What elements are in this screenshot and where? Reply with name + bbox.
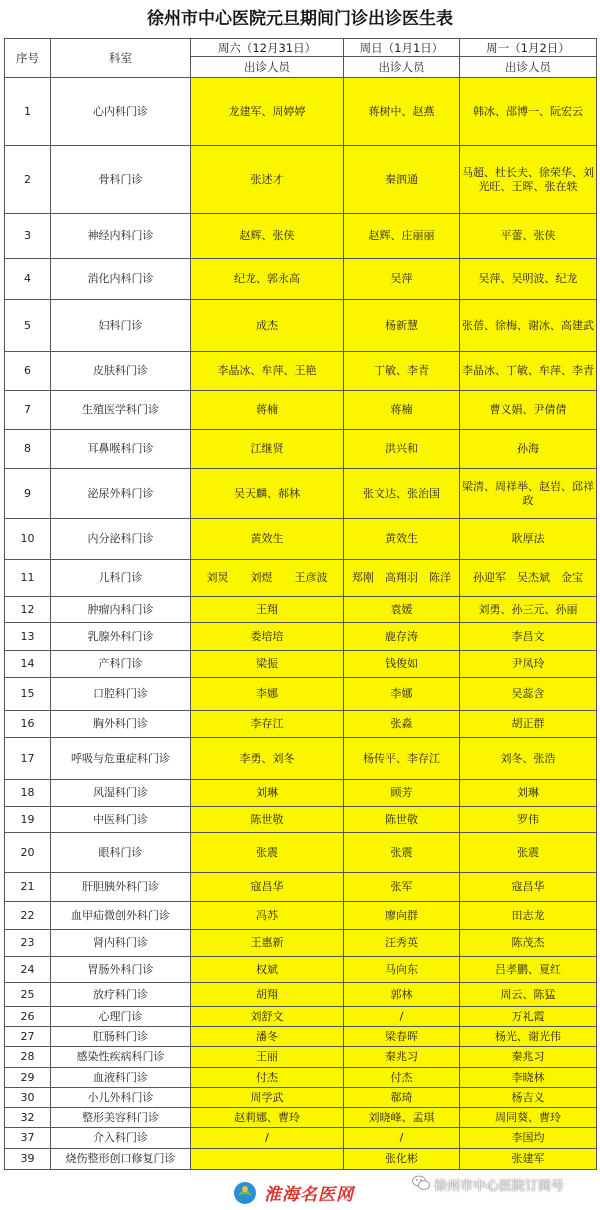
row-doctors-day-3: 张蓓、徐梅、谢冰、高建武 <box>460 300 597 352</box>
row-doctors-day-1: 李存江 <box>191 711 344 738</box>
row-doctors-day-1: 刘炅 刘煜 王彦波 <box>191 560 344 597</box>
row-index: 4 <box>5 259 51 300</box>
table-row <box>5 957 597 983</box>
row-index: 3 <box>5 214 51 259</box>
row-doctors-day-3: 尹凤玲 <box>460 651 597 678</box>
row-department: 耳鼻喉科门诊 <box>51 430 191 469</box>
row-doctors-day-1: 成杰 <box>191 300 344 352</box>
row-department: 肾内科门诊 <box>51 930 191 957</box>
row-doctors-day-3: 韩冰、邵博一、阮宏云 <box>460 78 597 146</box>
table-row <box>5 214 597 259</box>
header-dept: 科室 <box>51 39 191 78</box>
row-index: 8 <box>5 430 51 469</box>
schedule-table <box>4 38 597 1170</box>
row-index: 13 <box>5 623 51 651</box>
row-department: 介入科门诊 <box>51 1128 191 1149</box>
row-department: 妇科门诊 <box>51 300 191 352</box>
row-doctors-day-3: 李国均 <box>460 1128 597 1149</box>
row-doctors-day-3: 平蕾、张侠 <box>460 214 597 259</box>
row-index: 27 <box>5 1027 51 1047</box>
table-row <box>5 259 597 300</box>
row-doctors-day-3: 刘勇、孙三元、孙丽 <box>460 597 597 623</box>
row-doctors-day-1: 刘舒文 <box>191 1007 344 1027</box>
table-row <box>5 1149 597 1170</box>
row-doctors-day-1: 吴天麟、郝林 <box>191 469 344 519</box>
row-doctors-day-3: 寇昌华 <box>460 873 597 902</box>
table-row <box>5 300 597 352</box>
row-doctors-day-2: 郑刚 高翔羽 陈洋 <box>344 560 460 597</box>
row-doctors-day-2: 郭林 <box>344 983 460 1007</box>
row-department: 中医科门诊 <box>51 807 191 833</box>
row-doctors-day-2: 鹿存涛 <box>344 623 460 651</box>
table-row <box>5 983 597 1007</box>
row-doctors-day-1: 陈世敬 <box>191 807 344 833</box>
row-department: 泌尿外科门诊 <box>51 469 191 519</box>
table-row <box>5 352 597 391</box>
table-row <box>5 807 597 833</box>
row-department: 烧伤整形创口修复门诊 <box>51 1149 191 1170</box>
row-department: 风湿科门诊 <box>51 780 191 807</box>
row-doctors-day-3: 耿厚法 <box>460 519 597 560</box>
row-doctors-day-3: 李昌文 <box>460 623 597 651</box>
watermark-left-text: 淮海名医网 <box>264 1185 354 1205</box>
row-doctors-day-2: 钱俊如 <box>344 651 460 678</box>
table-row <box>5 597 597 623</box>
row-doctors-day-1: 周学武 <box>191 1088 344 1108</box>
hospital-logo-icon <box>232 1180 258 1206</box>
row-doctors-day-1: 王丽 <box>191 1047 344 1068</box>
watermark-left <box>232 1178 422 1208</box>
row-doctors-day-1: 胡翔 <box>191 983 344 1007</box>
table-row <box>5 1088 597 1108</box>
row-department: 血液科门诊 <box>51 1068 191 1088</box>
row-department: 肿瘤内科门诊 <box>51 597 191 623</box>
row-doctors-day-3: 马超、杜长夫、徐荣华、刘光旺、王晖、张在轶 <box>460 146 597 214</box>
row-doctors-day-1: 权斌 <box>191 957 344 983</box>
row-doctors-day-1: 梁振 <box>191 651 344 678</box>
row-doctors-day-1: 刘琳 <box>191 780 344 807</box>
row-doctors-day-2: 吴萍 <box>344 259 460 300</box>
table-row <box>5 1108 597 1128</box>
row-doctors-day-2: 袁媛 <box>344 597 460 623</box>
table-row <box>5 560 597 597</box>
row-index: 26 <box>5 1007 51 1027</box>
row-doctors-day-2: 赵辉、庄丽丽 <box>344 214 460 259</box>
table-row <box>5 519 597 560</box>
row-doctors-day-2: 秦泗通 <box>344 146 460 214</box>
row-index: 6 <box>5 352 51 391</box>
row-index: 23 <box>5 930 51 957</box>
row-department: 神经内科门诊 <box>51 214 191 259</box>
row-doctors-day-2: 张淼 <box>344 711 460 738</box>
row-doctors-day-3: 刘琳 <box>460 780 597 807</box>
row-department: 生殖医学科门诊 <box>51 391 191 430</box>
row-doctors-day-3: 罗伟 <box>460 807 597 833</box>
row-department: 内分泌科门诊 <box>51 519 191 560</box>
row-index: 30 <box>5 1088 51 1108</box>
row-department: 血甲疝微创外科门诊 <box>51 902 191 930</box>
table-row <box>5 833 597 873</box>
header-index: 序号 <box>5 39 51 78</box>
row-doctors-day-2: 秦兆习 <box>344 1047 460 1068</box>
row-doctors-day-3: 曹义娟、尹倩倩 <box>460 391 597 430</box>
row-doctors-day-2: / <box>344 1128 460 1149</box>
row-index: 24 <box>5 957 51 983</box>
table-row <box>5 651 597 678</box>
row-doctors-day-2: 顾芳 <box>344 780 460 807</box>
row-doctors-day-1: 王惠新 <box>191 930 344 957</box>
row-index: 10 <box>5 519 51 560</box>
row-index: 19 <box>5 807 51 833</box>
row-department: 胸外科门诊 <box>51 711 191 738</box>
row-doctors-day-1: 付杰 <box>191 1068 344 1088</box>
row-doctors-day-3: 李晶冰、丁敏、牟萍、李青 <box>460 352 597 391</box>
row-doctors-day-1: 江继贤 <box>191 430 344 469</box>
row-doctors-day-1: 蒋楠 <box>191 391 344 430</box>
row-doctors-day-1: 黄效生 <box>191 519 344 560</box>
row-doctors-day-1: 李勇、刘冬 <box>191 738 344 780</box>
table-row <box>5 930 597 957</box>
table-row <box>5 873 597 902</box>
row-index: 39 <box>5 1149 51 1170</box>
row-doctors-day-2: 蒋树中、赵燕 <box>344 78 460 146</box>
row-doctors-day-1: 张述才 <box>191 146 344 214</box>
row-doctors-day-2: 陈世敬 <box>344 807 460 833</box>
row-doctors-day-1: 张震 <box>191 833 344 873</box>
row-department: 乳腺外科门诊 <box>51 623 191 651</box>
row-department: 心理门诊 <box>51 1007 191 1027</box>
row-doctors-day-2: 杨新慧 <box>344 300 460 352</box>
row-index: 5 <box>5 300 51 352</box>
page-title: 徐州市中心医院元旦期间门诊出诊医生表 <box>147 9 453 29</box>
row-doctors-day-3: 梁清、周祥举、赵岩、邱祥政 <box>460 469 597 519</box>
table-row <box>5 711 597 738</box>
watermark-right <box>412 1172 597 1196</box>
table-row <box>5 78 597 146</box>
row-index: 2 <box>5 146 51 214</box>
table-row <box>5 146 597 214</box>
row-index: 32 <box>5 1108 51 1128</box>
row-department: 骨科门诊 <box>51 146 191 214</box>
row-department: 感染性疾病科门诊 <box>51 1047 191 1068</box>
row-doctors-day-1: 李娜 <box>191 678 344 711</box>
row-index: 37 <box>5 1128 51 1149</box>
row-doctors-day-2: 张军 <box>344 873 460 902</box>
table-row <box>5 430 597 469</box>
row-doctors-day-3: 陈茂杰 <box>460 930 597 957</box>
header-day-2: 周日（1月1日） <box>344 39 460 57</box>
row-doctors-day-1: 娄培培 <box>191 623 344 651</box>
row-doctors-day-2: 郗琦 <box>344 1088 460 1108</box>
row-doctors-day-1: 寇昌华 <box>191 873 344 902</box>
row-doctors-day-1: 赵辉、张侠 <box>191 214 344 259</box>
row-doctors-day-2: 丁敏、李青 <box>344 352 460 391</box>
row-doctors-day-1: 李晶冰、牟萍、王艳 <box>191 352 344 391</box>
table-row <box>5 391 597 430</box>
row-index: 12 <box>5 597 51 623</box>
row-doctors-day-2: 洪兴和 <box>344 430 460 469</box>
row-index: 15 <box>5 678 51 711</box>
row-doctors-day-1: 纪龙、郭永高 <box>191 259 344 300</box>
table-row <box>5 1007 597 1027</box>
row-index: 9 <box>5 469 51 519</box>
row-index: 25 <box>5 983 51 1007</box>
table-row <box>5 738 597 780</box>
row-doctors-day-3: 张建军 <box>460 1149 597 1170</box>
row-doctors-day-3: 万礼霞 <box>460 1007 597 1027</box>
row-doctors-day-1: 潘冬 <box>191 1027 344 1047</box>
row-doctors-day-1 <box>191 1149 344 1170</box>
row-department: 肛肠科门诊 <box>51 1027 191 1047</box>
row-doctors-day-2: 马向东 <box>344 957 460 983</box>
row-doctors-day-2: / <box>344 1007 460 1027</box>
row-index: 7 <box>5 391 51 430</box>
row-index: 29 <box>5 1068 51 1088</box>
table-row <box>5 1068 597 1088</box>
table-row <box>5 678 597 711</box>
header-day-3: 周一（1月2日） <box>460 39 597 57</box>
row-doctors-day-2: 刘晓峰、孟琪 <box>344 1108 460 1128</box>
row-doctors-day-3: 胡正群 <box>460 711 597 738</box>
row-doctors-day-1: 赵莉娜、曹玲 <box>191 1108 344 1128</box>
row-doctors-day-3: 秦兆习 <box>460 1047 597 1068</box>
row-department: 呼吸与危重症科门诊 <box>51 738 191 780</box>
row-doctors-day-2: 汪秀英 <box>344 930 460 957</box>
row-doctors-day-3: 李晓林 <box>460 1068 597 1088</box>
row-doctors-day-3: 周同葵、曹玲 <box>460 1108 597 1128</box>
row-doctors-day-1: / <box>191 1128 344 1149</box>
row-doctors-day-2: 张化彬 <box>344 1149 460 1170</box>
table-row <box>5 1047 597 1068</box>
wechat-icon <box>412 1175 430 1191</box>
subheader-day-3: 出诊人员 <box>460 57 597 78</box>
subheader-day-2: 出诊人员 <box>344 57 460 78</box>
row-index: 28 <box>5 1047 51 1068</box>
row-doctors-day-3: 田志龙 <box>460 902 597 930</box>
row-doctors-day-3: 刘冬、张浩 <box>460 738 597 780</box>
row-doctors-day-3: 周云、陈猛 <box>460 983 597 1007</box>
row-index: 18 <box>5 780 51 807</box>
row-doctors-day-3: 吴萍、吴明波、纪龙 <box>460 259 597 300</box>
row-department: 心内科门诊 <box>51 78 191 146</box>
row-doctors-day-3: 杨吉义 <box>460 1088 597 1108</box>
row-department: 儿科门诊 <box>51 560 191 597</box>
row-department: 眼科门诊 <box>51 833 191 873</box>
row-index: 16 <box>5 711 51 738</box>
row-doctors-day-2: 杨传平、李存江 <box>344 738 460 780</box>
row-doctors-day-3: 孙海 <box>460 430 597 469</box>
row-index: 21 <box>5 873 51 902</box>
row-department: 放疗科门诊 <box>51 983 191 1007</box>
row-doctors-day-2: 李娜 <box>344 678 460 711</box>
table-row <box>5 623 597 651</box>
row-index: 11 <box>5 560 51 597</box>
row-index: 1 <box>5 78 51 146</box>
row-doctors-day-3: 张震 <box>460 833 597 873</box>
row-doctors-day-3: 孙迎军 吴杰斌 金宝 <box>460 560 597 597</box>
row-department: 肝胆胰外科门诊 <box>51 873 191 902</box>
row-doctors-day-2: 蒋楠 <box>344 391 460 430</box>
table-row <box>5 1128 597 1149</box>
header-day-1: 周六（12月31日） <box>191 39 344 57</box>
row-doctors-day-2: 张文达、张治国 <box>344 469 460 519</box>
subheader-day-1: 出诊人员 <box>191 57 344 78</box>
row-index: 20 <box>5 833 51 873</box>
row-doctors-day-2: 张震 <box>344 833 460 873</box>
row-department: 小儿外科门诊 <box>51 1088 191 1108</box>
table-row <box>5 780 597 807</box>
row-department: 整形美容科门诊 <box>51 1108 191 1128</box>
row-department: 口腔科门诊 <box>51 678 191 711</box>
row-department: 胃肠外科门诊 <box>51 957 191 983</box>
table-row <box>5 902 597 930</box>
table-row <box>5 1027 597 1047</box>
watermark-right-text: 徐州市中心医院订阅号 <box>434 1179 565 1194</box>
row-doctors-day-1: 龙建军、周婷婷 <box>191 78 344 146</box>
table-row <box>5 469 597 519</box>
row-index: 22 <box>5 902 51 930</box>
row-doctors-day-1: 冯苏 <box>191 902 344 930</box>
row-doctors-day-3: 吕孝鹏、夏红 <box>460 957 597 983</box>
row-doctors-day-1: 王翔 <box>191 597 344 623</box>
row-doctors-day-2: 付杰 <box>344 1068 460 1088</box>
row-doctors-day-2: 黄效生 <box>344 519 460 560</box>
row-department: 皮肤科门诊 <box>51 352 191 391</box>
row-department: 产科门诊 <box>51 651 191 678</box>
row-department: 消化内科门诊 <box>51 259 191 300</box>
row-doctors-day-3: 杨光、谢光伟 <box>460 1027 597 1047</box>
row-doctors-day-3: 吴蕊含 <box>460 678 597 711</box>
row-index: 17 <box>5 738 51 780</box>
row-doctors-day-2: 廖向群 <box>344 902 460 930</box>
row-doctors-day-2: 梁春晖 <box>344 1027 460 1047</box>
row-index: 14 <box>5 651 51 678</box>
